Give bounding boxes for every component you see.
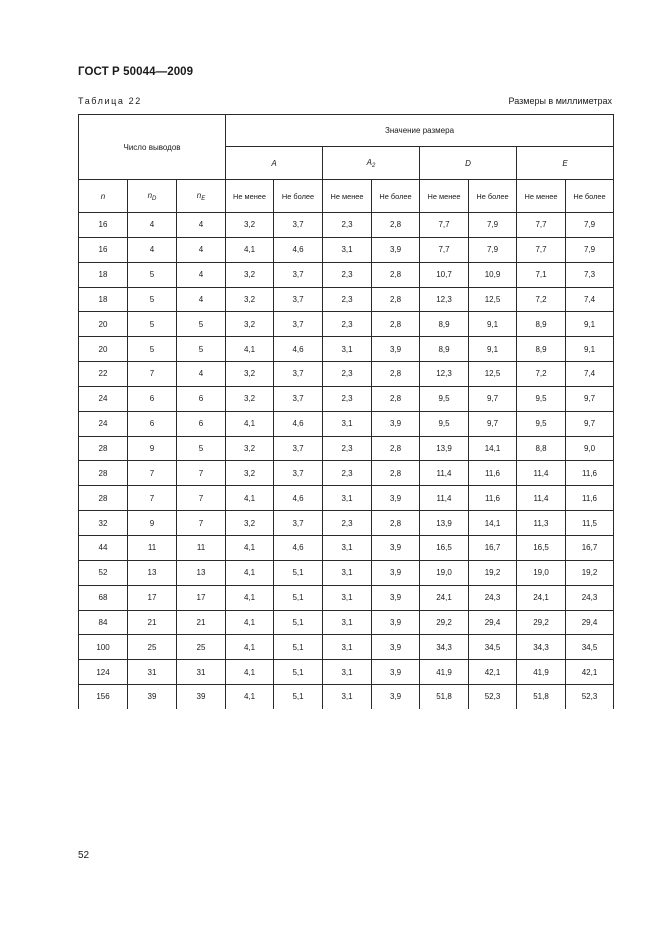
table-cell: 11 [128,535,177,560]
dim-e-header: E [517,147,614,180]
table-cell: 8,9 [517,312,566,337]
table-cell: 16,7 [469,535,517,560]
dimensions-table [78,114,614,709]
table-cell: 3,1 [323,237,372,262]
table-cell: 4,1 [226,237,274,262]
table-cell: 7,9 [566,213,614,238]
table-cell: 2,3 [323,362,372,387]
table-cell: 4,1 [226,535,274,560]
table-cell: 52,3 [566,685,614,709]
table-cell: 3,9 [372,560,420,585]
table-cell: 31 [128,660,177,685]
table-cell: 4,6 [274,237,323,262]
table-cell: 7,7 [420,237,469,262]
table-cell: 9,7 [566,386,614,411]
table-cell: 5 [128,287,177,312]
table-cell: 25 [177,635,226,660]
table-cell: 100 [79,635,128,660]
table-cell: 3,7 [274,262,323,287]
table-cell: 17 [128,585,177,610]
table-cell: 3,9 [372,486,420,511]
table-cell: 5 [128,312,177,337]
table-cell: 2,8 [372,511,420,536]
table-cell: 19,0 [517,560,566,585]
table-cell: 3,7 [274,386,323,411]
table-cell: 13,9 [420,511,469,536]
table-cell: 3,2 [226,436,274,461]
table-row [79,660,614,685]
table-cell: 6 [177,386,226,411]
table-cell: 19,2 [469,560,517,585]
table-cell: 41,9 [420,660,469,685]
table-row [79,337,614,362]
table-cell: 12,3 [420,362,469,387]
table-cell: 20 [79,312,128,337]
table-cell: 20 [79,337,128,362]
table-cell: 7 [177,461,226,486]
table-cell: 24,3 [566,585,614,610]
table-cell: 3,1 [323,560,372,585]
table-cell: 2,3 [323,386,372,411]
table-row [79,386,614,411]
table-cell: 16,7 [566,535,614,560]
table-cell: 11,6 [469,486,517,511]
col-e-min-header: Не менее [517,180,566,213]
table-cell: 4,1 [226,411,274,436]
table-cell: 5 [128,337,177,362]
table-cell: 52,3 [469,685,517,709]
table-cell: 3,7 [274,436,323,461]
table-cell: 3,7 [274,213,323,238]
table-cell: 3,1 [323,685,372,709]
col-a2-min-header: Не менее [323,180,372,213]
table-cell: 84 [79,610,128,635]
table-cell: 3,2 [226,362,274,387]
table-cell: 4,1 [226,337,274,362]
table-cell: 5 [177,337,226,362]
table-cell: 29,2 [517,610,566,635]
table-cell: 34,5 [469,635,517,660]
table-cell: 3,9 [372,411,420,436]
table-cell: 9,1 [469,312,517,337]
table-cell: 4 [177,237,226,262]
table-cell: 34,3 [420,635,469,660]
table-row [79,411,614,436]
table-cell: 2,8 [372,213,420,238]
table-cell: 4,1 [226,585,274,610]
table-cell: 11,6 [469,461,517,486]
table-cell: 2,8 [372,386,420,411]
table-cell: 9,1 [469,337,517,362]
table-row [79,287,614,312]
dim-a-header: A [226,147,323,180]
table-cell: 11,4 [420,461,469,486]
table-cell: 34,3 [517,635,566,660]
table-cell: 5,1 [274,685,323,709]
table-cell: 6 [128,411,177,436]
table-row [79,511,614,536]
table-cell: 5 [128,262,177,287]
table-cell: 16 [79,237,128,262]
table-row [79,362,614,387]
table-cell: 3,7 [274,461,323,486]
table-row [79,213,614,238]
table-cell: 9 [128,436,177,461]
table-cell: 6 [177,411,226,436]
table-cell: 8,8 [517,436,566,461]
document-title: ГОСТ Р 50044—2009 [78,66,194,78]
table-cell: 24 [79,386,128,411]
table-cell: 2,3 [323,312,372,337]
table-cell: 5 [177,312,226,337]
table-cell: 9,7 [566,411,614,436]
table-cell: 17 [177,585,226,610]
table-cell: 13,9 [420,436,469,461]
table-cell: 3,9 [372,610,420,635]
table-cell: 7 [128,461,177,486]
page-number: 52 [78,850,90,861]
table-cell: 5,1 [274,585,323,610]
table-cell: 3,9 [372,337,420,362]
table-cell: 4 [177,362,226,387]
table-cell: 2,3 [323,436,372,461]
table-row [79,312,614,337]
table-cell: 4,1 [226,560,274,585]
table-cell: 24,3 [469,585,517,610]
table-cell: 6 [128,386,177,411]
table-cell: 7,2 [517,287,566,312]
table-cell: 2,8 [372,436,420,461]
table-cell: 9 [128,511,177,536]
table-cell: 7 [128,486,177,511]
table-cell: 2,8 [372,287,420,312]
table-cell: 16 [79,213,128,238]
table-cell: 5,1 [274,660,323,685]
table-cell: 29,4 [469,610,517,635]
col-n-header: n [79,180,128,213]
col-d-min-header: Не менее [420,180,469,213]
table-cell: 41,9 [517,660,566,685]
table-cell: 7,4 [566,362,614,387]
table-cell: 9,1 [566,337,614,362]
table-cell: 3,1 [323,585,372,610]
table-cell: 3,2 [226,511,274,536]
table-cell: 4 [177,262,226,287]
table-cell: 4 [128,237,177,262]
table-cell: 2,8 [372,461,420,486]
table-cell: 4,1 [226,685,274,709]
table-cell: 3,2 [226,312,274,337]
table-cell: 3,9 [372,535,420,560]
table-cell: 18 [79,287,128,312]
table-cell: 7,3 [566,262,614,287]
table-cell: 4 [177,287,226,312]
table-cell: 7,1 [517,262,566,287]
table-row [79,461,614,486]
table-cell: 10,9 [469,262,517,287]
table-cell: 3,7 [274,362,323,387]
table-row [79,262,614,287]
table-cell: 2,3 [323,213,372,238]
table-cell: 24,1 [420,585,469,610]
table-row [79,237,614,262]
table-cell: 4,6 [274,411,323,436]
table-body [79,213,614,709]
table-cell: 21 [177,610,226,635]
table-cell: 11,3 [517,511,566,536]
table-cell: 13 [128,560,177,585]
pin-count-header: Число выводов [79,115,226,180]
table-row [79,585,614,610]
col-ne-header: $n_E$ [177,180,226,213]
table-cell: 3,7 [274,312,323,337]
table-cell: 9,5 [517,386,566,411]
table-cell: 7 [177,511,226,536]
table-cell: 22 [79,362,128,387]
table-cell: 3,2 [226,461,274,486]
table-cell: 39 [177,685,226,709]
table-cell: 11,4 [420,486,469,511]
table-cell: 24 [79,411,128,436]
table-cell: 7,2 [517,362,566,387]
table-cell: 32 [79,511,128,536]
table-cell: 7,9 [566,237,614,262]
table-cell: 2,8 [372,312,420,337]
table-cell: 3,2 [226,386,274,411]
table-cell: 3,1 [323,411,372,436]
table-cell: 4,1 [226,486,274,511]
col-a2-max-header: Не более [372,180,420,213]
table-row [79,610,614,635]
table-cell: 16,5 [517,535,566,560]
table-cell: 3,2 [226,213,274,238]
table-cell: 19,0 [420,560,469,585]
table-row [79,535,614,560]
table-cell: 11,6 [566,461,614,486]
table-cell: 7 [177,486,226,511]
table-cell: 51,8 [420,685,469,709]
table-cell: 124 [79,660,128,685]
table-row [79,486,614,511]
table-cell: 44 [79,535,128,560]
table-cell: 3,1 [323,635,372,660]
table-cell: 9,0 [566,436,614,461]
table-cell: 7,7 [517,213,566,238]
table-caption: Таблица 22 [78,96,142,106]
table-cell: 42,1 [469,660,517,685]
table-cell: 3,1 [323,486,372,511]
table-cell: 11,4 [517,486,566,511]
dim-d-header: D [420,147,517,180]
table-cell: 8,9 [420,312,469,337]
table-cell: 51,8 [517,685,566,709]
table-cell: 7 [128,362,177,387]
table-cell: 21 [128,610,177,635]
table-cell: 10,7 [420,262,469,287]
table-cell: 3,2 [226,287,274,312]
table-cell: 8,9 [517,337,566,362]
table-cell: 28 [79,486,128,511]
table-row [79,436,614,461]
table-cell: 3,2 [226,262,274,287]
table-cell: 12,5 [469,287,517,312]
table-cell: 3,7 [274,287,323,312]
table-cell: 4,6 [274,535,323,560]
table-cell: 156 [79,685,128,709]
table-cell: 9,5 [420,386,469,411]
table-cell: 5,1 [274,560,323,585]
table-cell: 29,4 [566,610,614,635]
table-cell: 2,3 [323,287,372,312]
table-row [79,635,614,660]
size-value-header: Значение размера [226,115,614,147]
table-cell: 5,1 [274,635,323,660]
table-cell: 3,9 [372,635,420,660]
table-cell: 3,7 [274,511,323,536]
table-cell: 2,3 [323,262,372,287]
table-cell: 14,1 [469,511,517,536]
table-cell: 12,5 [469,362,517,387]
table-cell: 9,5 [420,411,469,436]
col-d-max-header: Не более [469,180,517,213]
table-cell: 3,1 [323,535,372,560]
table-cell: 3,9 [372,585,420,610]
table-cell: 2,3 [323,461,372,486]
table-cell: 7,7 [517,237,566,262]
table-cell: 16,5 [420,535,469,560]
dim-a2-header: $A_2$ [323,147,420,180]
table-cell: 24,1 [517,585,566,610]
table-cell: 7,9 [469,237,517,262]
table-cell: 29,2 [420,610,469,635]
table-cell: 4 [177,213,226,238]
table-cell: 2,8 [372,262,420,287]
table-cell: 39 [128,685,177,709]
table-cell: 4,1 [226,660,274,685]
table-cell: 9,7 [469,386,517,411]
table-row [79,560,614,585]
table-cell: 7,4 [566,287,614,312]
table-cell: 28 [79,461,128,486]
table-cell: 9,5 [517,411,566,436]
table-cell: 28 [79,436,128,461]
table-cell: 11,5 [566,511,614,536]
table-cell: 14,1 [469,436,517,461]
table-cell: 3,1 [323,337,372,362]
table-cell: 9,7 [469,411,517,436]
table-cell: 52 [79,560,128,585]
table-cell: 3,1 [323,610,372,635]
table-cell: 12,3 [420,287,469,312]
col-a-max-header: Не более [274,180,323,213]
table-cell: 11,4 [517,461,566,486]
table-cell: 68 [79,585,128,610]
table-cell: 11,6 [566,486,614,511]
table-cell: 11 [177,535,226,560]
table-cell: 3,1 [323,660,372,685]
table-cell: 7,7 [420,213,469,238]
table-cell: 13 [177,560,226,585]
table-cell: 7,9 [469,213,517,238]
col-e-max-header: Не более [566,180,614,213]
table-cell: 3,9 [372,660,420,685]
table-cell: 3,9 [372,685,420,709]
table-cell: 18 [79,262,128,287]
table-cell: 4,6 [274,486,323,511]
table-cell: 31 [177,660,226,685]
table-cell: 3,9 [372,237,420,262]
table-cell: 4,1 [226,610,274,635]
table-cell: 4,6 [274,337,323,362]
units-caption: Размеры в миллиметрах [508,96,612,106]
table-cell: 9,1 [566,312,614,337]
table-row [79,685,614,709]
table-cell: 2,3 [323,511,372,536]
table-cell: 4 [128,213,177,238]
table-cell: 2,8 [372,362,420,387]
table-cell: 8,9 [420,337,469,362]
table-cell: 4,1 [226,635,274,660]
table-cell: 42,1 [566,660,614,685]
table-cell: 19,2 [566,560,614,585]
table-cell: 34,5 [566,635,614,660]
table-cell: 25 [128,635,177,660]
table-cell: 5,1 [274,610,323,635]
col-nd-header: $n_D$ [128,180,177,213]
table-cell: 5 [177,436,226,461]
col-a-min-header: Не менее [226,180,274,213]
